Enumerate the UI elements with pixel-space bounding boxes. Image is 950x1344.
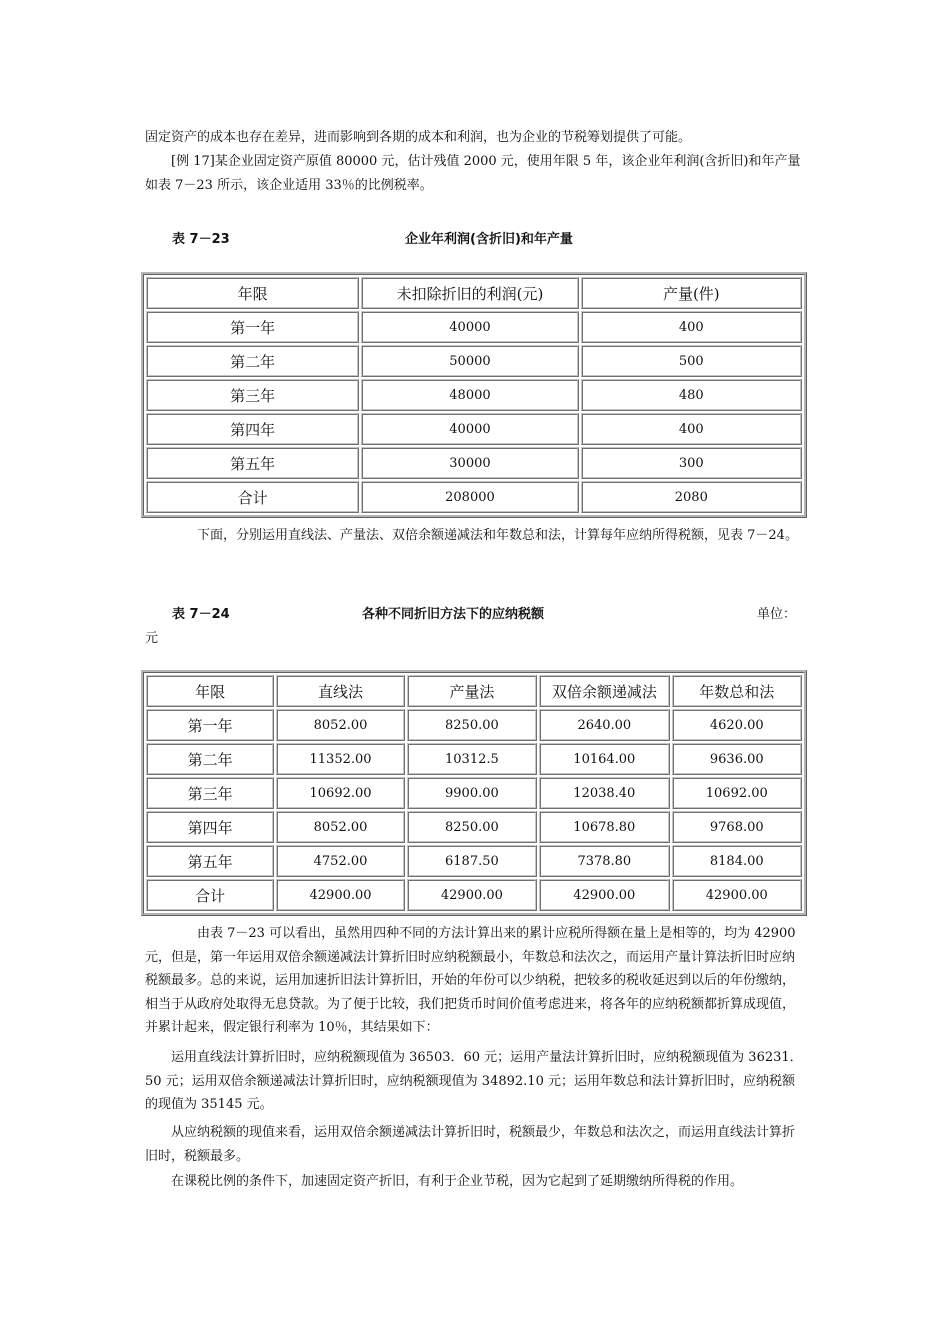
table-cell: 10678.80	[539, 811, 669, 843]
table-cell: 8184.00	[672, 845, 802, 877]
table-cell: 12038.40	[539, 777, 669, 809]
table-cell: 400	[581, 311, 802, 343]
table-row	[146, 845, 802, 877]
conclusion-paragraph: 从应纳税额的现值来看，运用双倍余额递减法计算折旧时，税额最少，年数总和法次之，而运用直线法计算折旧时，税额最多。	[145, 1125, 796, 1164]
table-row	[146, 743, 802, 775]
table-cell: 合计	[146, 481, 359, 513]
table2-header-row	[146, 675, 802, 707]
table1-number: 表 7－23	[172, 232, 230, 247]
table-cell: 第二年	[146, 345, 359, 377]
table1-header: 未扣除折旧的利润(元)	[361, 277, 578, 309]
table2-header: 双倍余额递减法	[539, 675, 669, 707]
table-cell: 第二年	[146, 743, 274, 775]
table-cell: 50000	[361, 345, 578, 377]
table-cell: 第五年	[146, 845, 274, 877]
table-cell: 8250.00	[407, 811, 537, 843]
table-cell: 11352.00	[276, 743, 404, 775]
table1-header-row	[146, 277, 802, 309]
table-cell: 30000	[361, 447, 578, 479]
table-row	[146, 311, 802, 343]
table-cell: 40000	[361, 311, 578, 343]
table-row	[146, 447, 802, 479]
table-row-total	[146, 879, 802, 911]
table2-number: 表 7－24	[172, 607, 230, 622]
table2-unit-label: 单位：	[757, 607, 797, 622]
present-value-paragraph: 运用直线法计算折旧时，应纳税额现值为 36503．60 元；运用产量法计算折旧时，应纳税额现值为 36231．50 元；运用双倍余额递减法计算折旧时，应纳税额现值为 34892.10 元；运用年数总和法计算折旧时，应纳税额的现值为 35145 元。	[145, 1050, 803, 1112]
table1-title: 企业年利润(含折旧)和年产量	[405, 232, 573, 247]
example-paragraph: [例 17]某企业固定资产原值 80000 元，估计残值 2000 元，使用年限 5 年，该企业年利润(含折旧)和年产量如表 7－23 所示，该企业适用 33％的比例税率。	[145, 154, 801, 193]
table2-title: 各种不同折旧方法下的应纳税额	[362, 607, 545, 622]
table-cell: 8052.00	[276, 709, 404, 741]
table-cell: 9900.00	[407, 777, 537, 809]
table1	[141, 272, 807, 518]
table-row-total	[146, 481, 802, 513]
table-row	[146, 777, 802, 809]
table-cell: 4620.00	[672, 709, 802, 741]
table-cell: 10692.00	[672, 777, 802, 809]
table-cell: 8250.00	[407, 709, 537, 741]
table-row	[146, 345, 802, 377]
table-cell: 第三年	[146, 379, 359, 411]
table-cell: 2080	[581, 481, 802, 513]
table1-header: 产量(件)	[581, 277, 802, 309]
table-cell: 第一年	[146, 709, 274, 741]
table-cell: 第一年	[146, 311, 359, 343]
table2-unit-value: 元	[145, 631, 159, 646]
table-cell: 第五年	[146, 447, 359, 479]
table-cell: 第四年	[146, 811, 274, 843]
table2-header: 年限	[146, 675, 274, 707]
table-cell: 2640.00	[539, 709, 669, 741]
table-cell: 500	[581, 345, 802, 377]
table-cell: 10312.5	[407, 743, 537, 775]
table-cell: 7378.80	[539, 845, 669, 877]
table-cell: 合计	[146, 879, 274, 911]
table-cell: 10692.00	[276, 777, 404, 809]
table-cell: 48000	[361, 379, 578, 411]
table-cell: 42900.00	[276, 879, 404, 911]
table-cell: 9768.00	[672, 811, 802, 843]
table-row	[146, 379, 802, 411]
table-cell: 40000	[361, 413, 578, 445]
table-cell: 8052.00	[276, 811, 404, 843]
table2-header: 直线法	[276, 675, 404, 707]
table2	[141, 670, 807, 916]
table-row	[146, 811, 802, 843]
table-cell: 第四年	[146, 413, 359, 445]
table-cell: 6187.50	[407, 845, 537, 877]
table-cell: 4752.00	[276, 845, 404, 877]
table-cell: 42900.00	[672, 879, 802, 911]
table-cell: 10164.00	[539, 743, 669, 775]
table2-header: 年数总和法	[672, 675, 802, 707]
final-paragraph: 在课税比例的条件下，加速固定资产折旧，有利于企业节税，因为它起到了延期缴纳所得税的作用。	[171, 1174, 744, 1189]
table2-header: 产量法	[407, 675, 537, 707]
table-row	[146, 709, 802, 741]
table-row	[146, 413, 802, 445]
table-cell: 480	[581, 379, 802, 411]
table-cell: 42900.00	[407, 879, 537, 911]
analysis-paragraph: 由表 7－23 可以看出，虽然用四种不同的方法计算出来的累计应税所得额在量上是相等的，均为 42900 元，但是，第一年运用双倍余额递减法计算折旧时应纳税额最小，年数总和法次之，而运用产量计算法折旧时应纳税额最多。总的来说，运用加速折旧法计算折旧，开始的年份可以少纳税，把较多的税收延迟到以后的年份缴纳，相当于从政府处取得无息贷款。为了便于比较，我们把货币时间价值考虑进来，将各年的应纳税额都折算成现值，并累计起来，假定银行利率为 10％，其结果如下：	[145, 926, 796, 1035]
table-cell: 9636.00	[672, 743, 802, 775]
mid-paragraph: 下面，分别运用直线法、产量法、双倍余额递减法和年数总和法，计算每年应纳所得税额，见表 7－24。	[197, 528, 798, 543]
table-cell: 第三年	[146, 777, 274, 809]
intro-line: 固定资产的成本也存在差异，进而影响到各期的成本和利润，也为企业的节税筹划提供了可能。	[145, 130, 692, 145]
table-cell: 208000	[361, 481, 578, 513]
table1-header: 年限	[146, 277, 359, 309]
table-cell: 400	[581, 413, 802, 445]
table-cell: 42900.00	[539, 879, 669, 911]
table-cell: 300	[581, 447, 802, 479]
